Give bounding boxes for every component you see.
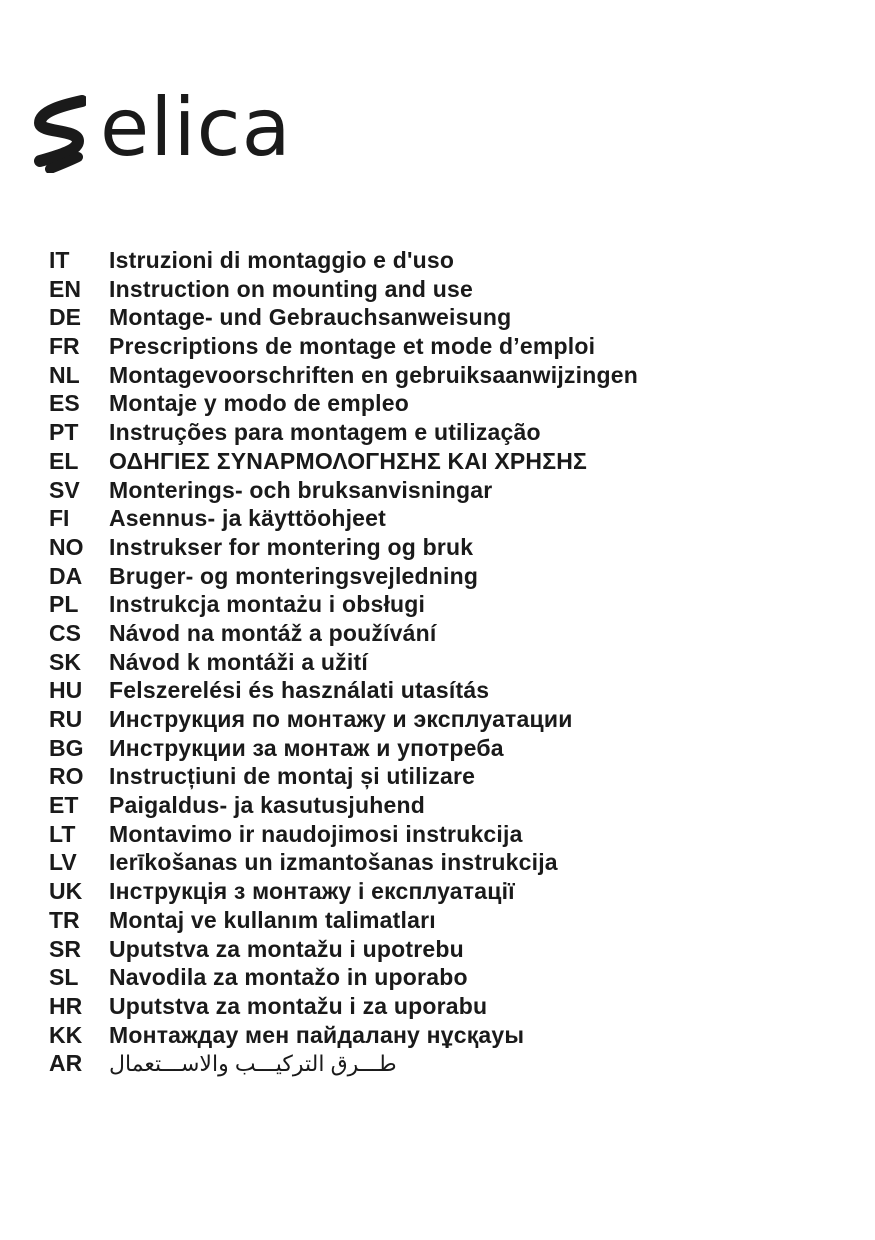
language-title: Návod k montáži a užití: [109, 648, 368, 675]
language-title: Istruzioni di montaggio e d'uso: [109, 247, 455, 273]
language-item-fi: [49, 505, 638, 534]
language-title: Montaje y modo de empleo: [109, 390, 410, 417]
language-title: Bruger- og monteringsvejledning: [109, 562, 479, 589]
brand-logo: [34, 81, 292, 174]
language-item-it: [49, 247, 638, 276]
language-code: ES: [49, 390, 80, 417]
language-title: Montavimo ir naudojimosi instrukcija: [109, 820, 523, 847]
language-title: ΟΔΗΓΙΕΣ ΣΥΝΑΡΜΟΛΟΓΗΣΗΣ ΚΑΙ ΧΡΗΣΗΣ: [109, 447, 588, 474]
language-code: IT: [49, 247, 70, 273]
language-code: ET: [49, 792, 79, 819]
language-code: CS: [49, 619, 81, 646]
language-item-no: [49, 534, 638, 563]
language-title: Monterings- och bruksanvisningar: [109, 476, 493, 503]
language-item-kk: [49, 1022, 638, 1051]
language-item-cs: [49, 620, 638, 649]
language-item-pt: [49, 419, 638, 448]
language-code: HR: [49, 992, 83, 1019]
language-item-uk: [49, 878, 638, 907]
language-title: Instrukcja montażu i obsługi: [109, 591, 426, 618]
language-item-sk: [49, 649, 638, 678]
language-code: NL: [49, 361, 80, 388]
language-code: DA: [49, 562, 83, 589]
language-item-lt: [49, 821, 638, 850]
language-title: Montagevoorschriften en gebruiksaanwijzingen: [109, 361, 638, 388]
language-code: SV: [49, 476, 80, 503]
language-code: HU: [49, 677, 83, 704]
language-code: RO: [49, 763, 84, 790]
language-title: Montaj ve kullanım talimatları: [109, 906, 436, 933]
language-item-el: [49, 448, 638, 477]
language-code: KK: [49, 1021, 83, 1048]
language-code: SR: [49, 935, 81, 962]
language-item-sv: [49, 477, 638, 506]
language-code: PL: [49, 591, 79, 618]
language-code: LT: [49, 820, 76, 847]
language-item-lv: [49, 849, 638, 878]
language-code: RU: [49, 706, 83, 732]
language-title: Instruções para montagem e utilização: [109, 419, 541, 446]
language-item-bg: [49, 735, 638, 764]
language-title: Инструкция по монтажу и эксплуатации: [109, 706, 573, 732]
elica-swirl-icon: [34, 95, 86, 173]
language-code: SK: [49, 648, 81, 675]
language-title: Ierīkošanas un izmantošanas instrukcija: [109, 849, 558, 876]
language-title: Montage- und Gebrauchsanweisung: [109, 304, 512, 331]
language-item-ru: [49, 706, 638, 735]
language-item-nl: [49, 362, 638, 391]
language-item-et: [49, 792, 638, 821]
language-title: Інструкція з монтажу і експлуатації: [109, 878, 515, 905]
language-code: TR: [49, 906, 80, 933]
language-title: Uputstva za montažu i upotrebu: [109, 935, 464, 962]
language-title: Prescriptions de montage et mode d’emploi: [109, 333, 596, 360]
language-title: طـــرق التركيـــب والاســـتعمال: [109, 1051, 397, 1077]
language-item-pl: [49, 591, 638, 620]
language-item-ro: [49, 763, 638, 792]
language-code: NO: [49, 533, 84, 560]
language-code: LV: [49, 849, 77, 876]
language-title: Navodila za montažo in uporabo: [109, 964, 468, 991]
language-code: DE: [49, 304, 81, 331]
language-item-fr: [49, 333, 638, 362]
language-title: Asennus- ja käyttöohjeet: [109, 505, 387, 532]
language-title: Návod na montáž a používání: [109, 619, 437, 646]
language-item-ar: [49, 1050, 638, 1079]
language-code: PT: [49, 419, 79, 446]
language-item-en: [49, 276, 638, 305]
language-code: FR: [49, 333, 80, 360]
language-list: [49, 247, 638, 1079]
language-item-tr: [49, 907, 638, 936]
language-code: SL: [49, 964, 79, 991]
language-title: Felszerelési és használati utasítás: [109, 677, 490, 704]
language-title: Монтаждау мен пайдалану нұсқауы: [109, 1021, 525, 1048]
language-title: Instrukser for montering og bruk: [109, 533, 474, 560]
language-code: AR: [49, 1050, 83, 1077]
language-code: EL: [49, 447, 79, 474]
language-item-da: [49, 563, 638, 592]
language-code: UK: [49, 878, 83, 905]
brand-wordmark: elica: [100, 81, 292, 174]
language-item-hu: [49, 677, 638, 706]
language-title: Instruction on mounting and use: [109, 275, 473, 302]
language-code: BG: [49, 734, 84, 761]
language-code: EN: [49, 275, 81, 302]
language-title: Uputstva za montažu i za uporabu: [109, 992, 488, 1019]
language-item-es: [49, 390, 638, 419]
language-code: FI: [49, 505, 70, 532]
language-item-sr: [49, 936, 638, 965]
language-title: Paigaldus- ja kasutusjuhend: [109, 792, 425, 819]
language-item-de: [49, 304, 638, 333]
language-title: Инструкции за монтаж и употреба: [109, 734, 504, 761]
language-item-hr: [49, 993, 638, 1022]
language-title: Instrucțiuni de montaj și utilizare: [109, 763, 476, 790]
language-item-sl: [49, 964, 638, 993]
